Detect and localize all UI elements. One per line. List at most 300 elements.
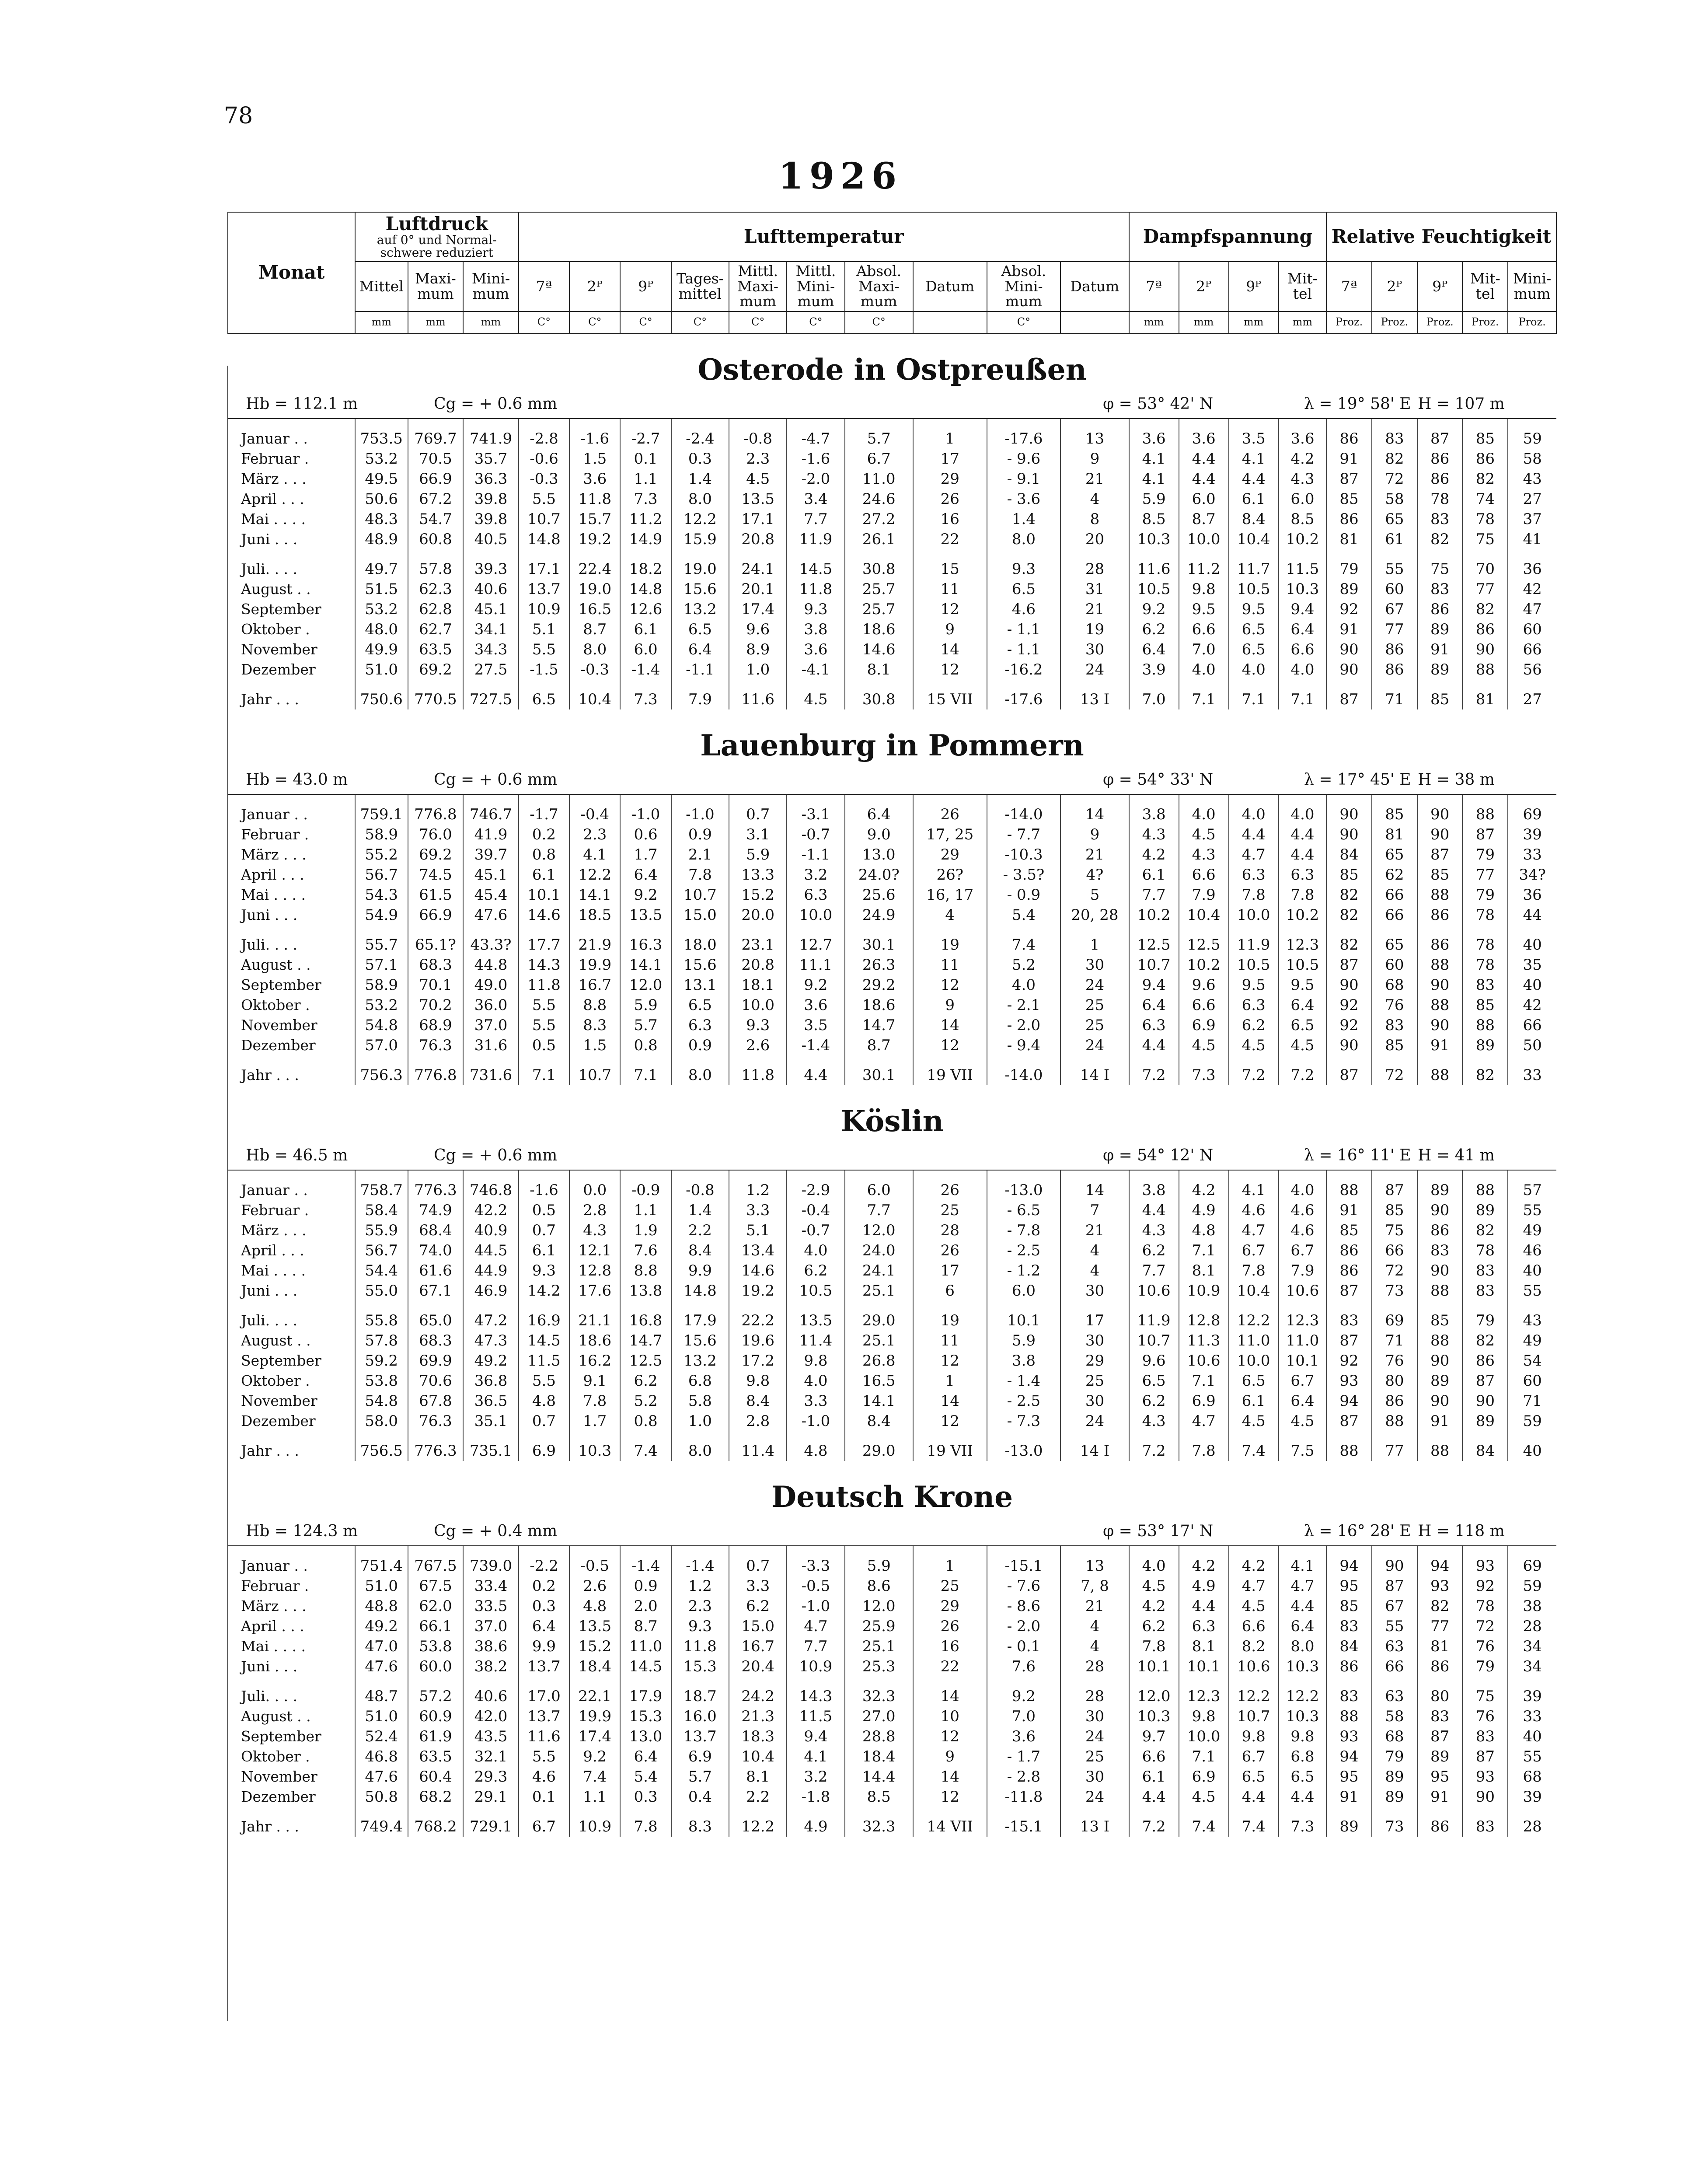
table-cell: 14 I bbox=[1060, 1065, 1129, 1085]
table-cell: 68 bbox=[1372, 975, 1417, 995]
table-cell: 82 bbox=[1417, 1596, 1463, 1616]
table-cell: 68.4 bbox=[408, 1220, 464, 1241]
table-cell: 12.6 bbox=[620, 599, 671, 619]
table-cell: 11.8 bbox=[729, 1065, 787, 1085]
table-cell: 9.3 bbox=[987, 559, 1061, 579]
table-cell: 13.7 bbox=[519, 1706, 569, 1726]
table-cell: 4.3 bbox=[1179, 845, 1229, 865]
table-cell: 90 bbox=[1326, 660, 1372, 680]
table-cell: 30.1 bbox=[845, 1065, 913, 1085]
table-cell: 4.5 bbox=[729, 469, 787, 489]
table-cell: 10.4 bbox=[729, 1747, 787, 1767]
table-cell: 10.7 bbox=[1229, 1706, 1279, 1726]
table-cell: 9 bbox=[1060, 825, 1129, 845]
table-cell: 10.1 bbox=[1279, 1351, 1326, 1371]
table-cell: 49.7 bbox=[355, 559, 408, 579]
table-cell: 34 bbox=[1508, 1656, 1556, 1677]
table-cell: 13.1 bbox=[671, 975, 729, 995]
table-cell: 54.3 bbox=[355, 885, 408, 905]
table-cell: 6.9 bbox=[1179, 1391, 1229, 1411]
table-cell: 11.8 bbox=[671, 1636, 729, 1656]
table-cell: 86 bbox=[1417, 469, 1463, 489]
station-hb: Hb = 46.5 m bbox=[246, 1146, 348, 1164]
table-row bbox=[228, 449, 1556, 469]
table-cell: 53.2 bbox=[355, 995, 408, 1015]
table-cell: 2.1 bbox=[671, 845, 729, 865]
unit-c: C° bbox=[845, 311, 913, 333]
col-temp-2p: 2ᴾ bbox=[569, 262, 620, 311]
table-cell: 44.8 bbox=[463, 955, 519, 975]
table-cell: 88 bbox=[1326, 1441, 1372, 1461]
table-cell: 82 bbox=[1462, 1220, 1508, 1241]
table-cell: 9 bbox=[913, 1747, 987, 1767]
table-cell: -11.8 bbox=[987, 1787, 1061, 1807]
table-cell: 25.1 bbox=[845, 1636, 913, 1656]
table-cell: 49.2 bbox=[463, 1351, 519, 1371]
table-cell: 4.4 bbox=[1229, 825, 1279, 845]
table-cell: 5.7 bbox=[845, 429, 913, 449]
table-cell: 9.3 bbox=[729, 1015, 787, 1035]
table-cell: 17 bbox=[913, 1261, 987, 1281]
table-cell: 60 bbox=[1372, 955, 1417, 975]
table-cell: 81 bbox=[1417, 1636, 1463, 1656]
table-cell: 82 bbox=[1462, 1065, 1508, 1085]
table-cell: 29 bbox=[913, 845, 987, 865]
table-cell: 14.5 bbox=[787, 559, 844, 579]
unit-mm: mm bbox=[1279, 311, 1326, 333]
table-cell: 54.8 bbox=[355, 1391, 408, 1411]
col-feuchte-2p: 2ᴾ bbox=[1372, 262, 1417, 311]
month-label: Juni . . . bbox=[241, 1657, 298, 1675]
table-cell: 90 bbox=[1326, 639, 1372, 660]
month-label: Juli. . . . bbox=[241, 936, 298, 953]
table-cell: 2.2 bbox=[671, 1220, 729, 1241]
table-cell: 8.1 bbox=[1179, 1636, 1229, 1656]
header-dampfspannung: Dampfspannung bbox=[1129, 212, 1327, 262]
table-cell: 3.3 bbox=[729, 1576, 787, 1596]
table-cell: 8.1 bbox=[729, 1767, 787, 1787]
table-cell: 4 bbox=[913, 905, 987, 925]
table-cell: 89 bbox=[1462, 1035, 1508, 1055]
table-row bbox=[228, 489, 1556, 509]
table-cell: 11.6 bbox=[1129, 559, 1179, 579]
table-cell: 94 bbox=[1326, 1747, 1372, 1767]
table-cell: 34.3 bbox=[463, 639, 519, 660]
table-cell: 1.1 bbox=[620, 1200, 671, 1220]
station-lambda: λ = 16° 11' E bbox=[1304, 1146, 1411, 1164]
table-cell: 6.1 bbox=[519, 865, 569, 885]
month-label: Juli. . . . bbox=[241, 560, 298, 577]
table-cell: 6.1 bbox=[620, 619, 671, 639]
table-cell: 88 bbox=[1372, 1411, 1417, 1431]
table-cell: 75 bbox=[1372, 1220, 1417, 1241]
table-cell: 739.0 bbox=[463, 1556, 519, 1576]
table-cell: 52.4 bbox=[355, 1726, 408, 1747]
table-row bbox=[228, 1180, 1556, 1200]
table-cell: 4.0 bbox=[1179, 660, 1229, 680]
table-cell: 33.4 bbox=[463, 1576, 519, 1596]
table-cell: 16.7 bbox=[729, 1636, 787, 1656]
table-cell: 27 bbox=[1508, 489, 1556, 509]
table-cell: 26? bbox=[913, 865, 987, 885]
table-cell: 40 bbox=[1508, 1261, 1556, 1281]
table-cell: 57.2 bbox=[408, 1686, 464, 1706]
table-row bbox=[228, 1261, 1556, 1281]
table-cell: 4.5 bbox=[1129, 1576, 1179, 1596]
table-cell: 19.6 bbox=[729, 1331, 787, 1351]
table-cell: 4.1 bbox=[1129, 469, 1179, 489]
table-cell: 8.4 bbox=[845, 1411, 913, 1431]
table-cell: 87 bbox=[1462, 1371, 1508, 1391]
table-cell: 9.6 bbox=[729, 619, 787, 639]
table-cell: 6.6 bbox=[1179, 619, 1229, 639]
table-cell: 77 bbox=[1462, 865, 1508, 885]
table-cell: 83 bbox=[1417, 509, 1463, 529]
table-cell: 0.3 bbox=[620, 1787, 671, 1807]
table-cell: -13.0 bbox=[987, 1441, 1061, 1461]
table-row bbox=[228, 995, 1556, 1015]
table-cell: -0.4 bbox=[787, 1200, 844, 1220]
table-cell: 83 bbox=[1417, 1706, 1463, 1726]
table-cell: 0.9 bbox=[620, 1576, 671, 1596]
table-cell: 61.6 bbox=[408, 1261, 464, 1281]
table-row bbox=[228, 1767, 1556, 1787]
table-cell: -1.0 bbox=[671, 804, 729, 825]
unit-c: C° bbox=[620, 311, 671, 333]
table-cell: 4 bbox=[1060, 1241, 1129, 1261]
table-cell: 6.2 bbox=[729, 1596, 787, 1616]
station-h: H = 118 m bbox=[1418, 1522, 1505, 1540]
table-cell: 87 bbox=[1417, 1726, 1463, 1747]
table-cell: - 0.1 bbox=[987, 1636, 1061, 1656]
table-cell: 72 bbox=[1462, 1616, 1508, 1636]
table-cell: 12 bbox=[913, 1726, 987, 1747]
table-cell: 91 bbox=[1417, 1411, 1463, 1431]
table-cell: 4.0 bbox=[1279, 660, 1326, 680]
table-cell: 29.0 bbox=[845, 1310, 913, 1331]
table-cell: 15.6 bbox=[671, 579, 729, 599]
station-lambda: λ = 17° 45' E bbox=[1304, 770, 1411, 789]
table-cell: 4.1 bbox=[1279, 1556, 1326, 1576]
table-cell: 81 bbox=[1372, 825, 1417, 845]
table-cell: 63.5 bbox=[408, 1747, 464, 1767]
table-cell: - 2.0 bbox=[987, 1015, 1061, 1035]
table-cell: 93 bbox=[1462, 1767, 1508, 1787]
table-cell: 30 bbox=[1060, 1706, 1129, 1726]
table-cell: 12.0 bbox=[1129, 1686, 1179, 1706]
table-cell: 25.6 bbox=[845, 885, 913, 905]
table-cell: 1.4 bbox=[987, 509, 1061, 529]
station-section bbox=[228, 709, 1556, 1085]
table-cell: 11 bbox=[913, 1331, 987, 1351]
table-cell: - 1.2 bbox=[987, 1261, 1061, 1281]
table-cell: 71 bbox=[1372, 689, 1417, 709]
station-meta bbox=[228, 1517, 1556, 1546]
table-cell: 6.1 bbox=[519, 1241, 569, 1261]
table-cell: 8.7 bbox=[569, 619, 620, 639]
table-cell: 13.7 bbox=[519, 1656, 569, 1677]
table-cell: -1.7 bbox=[519, 804, 569, 825]
month-label: August . . bbox=[241, 956, 311, 973]
table-cell: 34 bbox=[1508, 1636, 1556, 1656]
col-feuchte-minimum: Mini-mum bbox=[1508, 262, 1556, 311]
table-cell: 6.1 bbox=[1229, 489, 1279, 509]
table-cell: 40 bbox=[1508, 1726, 1556, 1747]
station-meta bbox=[228, 1141, 1556, 1170]
table-cell: 9.2 bbox=[1129, 599, 1179, 619]
table-cell: 11.8 bbox=[569, 489, 620, 509]
table-cell: 5.5 bbox=[519, 1747, 569, 1767]
table-cell: 11.4 bbox=[729, 1441, 787, 1461]
table-cell: 5.1 bbox=[519, 619, 569, 639]
table-cell: -1.0 bbox=[787, 1411, 844, 1431]
table-cell: 14.8 bbox=[671, 1281, 729, 1301]
table-cell: 6.2 bbox=[1129, 1616, 1179, 1636]
table-cell: 28 bbox=[1508, 1817, 1556, 1837]
unit-c: C° bbox=[729, 311, 787, 333]
table-cell: -0.8 bbox=[729, 429, 787, 449]
unit-c: C° bbox=[787, 311, 844, 333]
table-row bbox=[228, 1331, 1556, 1351]
table-cell: 57 bbox=[1508, 1180, 1556, 1200]
table-cell: 11.0 bbox=[620, 1636, 671, 1656]
table-cell: 69 bbox=[1508, 1556, 1556, 1576]
table-cell: 53.8 bbox=[408, 1636, 464, 1656]
table-cell: -1.0 bbox=[787, 1596, 844, 1616]
table-cell: 0.8 bbox=[620, 1035, 671, 1055]
table-cell: 5.9 bbox=[845, 1556, 913, 1576]
table-cell: 43 bbox=[1508, 1310, 1556, 1331]
table-cell: 9.8 bbox=[1179, 1706, 1229, 1726]
table-cell: 69 bbox=[1508, 804, 1556, 825]
table-cell: 6.4 bbox=[1279, 995, 1326, 1015]
table-cell: 776.3 bbox=[408, 1441, 464, 1461]
table-cell: 4.3 bbox=[1129, 825, 1179, 845]
table-cell: - 1.1 bbox=[987, 639, 1061, 660]
table-cell: 86 bbox=[1417, 905, 1463, 925]
table-cell: 30 bbox=[1060, 639, 1129, 660]
table-cell: 12.8 bbox=[1179, 1310, 1229, 1331]
table-row bbox=[228, 955, 1556, 975]
table-cell: 5.5 bbox=[519, 995, 569, 1015]
table-cell: 1 bbox=[1060, 935, 1129, 955]
table-cell: -0.5 bbox=[787, 1576, 844, 1596]
month-label: Januar . . bbox=[241, 430, 308, 447]
unit-mm: mm bbox=[355, 311, 408, 333]
table-cell: 78 bbox=[1462, 509, 1508, 529]
month-label: September bbox=[241, 600, 321, 618]
table-cell: 746.7 bbox=[463, 804, 519, 825]
table-cell: 8.0 bbox=[671, 1065, 729, 1085]
month-label: Dezember bbox=[241, 1788, 316, 1805]
table-cell: 4? bbox=[1060, 865, 1129, 885]
table-cell: 30.1 bbox=[845, 935, 913, 955]
table-cell: 8.7 bbox=[845, 1035, 913, 1055]
table-cell: 58.0 bbox=[355, 1411, 408, 1431]
table-cell: 0.8 bbox=[519, 845, 569, 865]
month-label: April . . . bbox=[241, 1241, 304, 1259]
table-cell: 0.5 bbox=[519, 1200, 569, 1220]
table-cell: 90 bbox=[1462, 639, 1508, 660]
table-cell: -1.4 bbox=[787, 1035, 844, 1055]
table-cell: 8.8 bbox=[569, 995, 620, 1015]
table-cell: 39.7 bbox=[463, 845, 519, 865]
table-row bbox=[228, 1241, 1556, 1261]
table-cell: 8.6 bbox=[845, 1576, 913, 1596]
station-section bbox=[228, 1085, 1556, 1461]
table-cell: 4.6 bbox=[1229, 1200, 1279, 1220]
table-cell: 88 bbox=[1417, 1065, 1463, 1085]
table-cell: 83 bbox=[1326, 1310, 1372, 1331]
table-cell: 20.1 bbox=[729, 579, 787, 599]
table-cell: 735.1 bbox=[463, 1441, 519, 1461]
table-cell: 76.3 bbox=[408, 1035, 464, 1055]
table-cell: 65 bbox=[1372, 845, 1417, 865]
table-cell: 75 bbox=[1462, 1686, 1508, 1706]
table-cell: 8.0 bbox=[671, 489, 729, 509]
table-cell: - 9.6 bbox=[987, 449, 1061, 469]
table-cell: 12.2 bbox=[1229, 1310, 1279, 1331]
table-cell: 24.1 bbox=[845, 1261, 913, 1281]
table-cell: 4.9 bbox=[787, 1817, 844, 1837]
table-cell: 10.9 bbox=[1179, 1281, 1229, 1301]
table-cell: 26 bbox=[913, 1241, 987, 1261]
table-cell: 5.7 bbox=[671, 1767, 729, 1787]
table-cell: 87 bbox=[1462, 825, 1508, 845]
table-cell: 90 bbox=[1417, 1391, 1463, 1411]
unit-blank bbox=[1060, 311, 1129, 333]
table-cell: 4.1 bbox=[569, 845, 620, 865]
table-cell: 4.4 bbox=[1129, 1200, 1179, 1220]
table-cell: 83 bbox=[1462, 1281, 1508, 1301]
table-cell: 727.5 bbox=[463, 689, 519, 709]
month-label: April . . . bbox=[241, 490, 304, 507]
table-cell: 4.1 bbox=[787, 1747, 844, 1767]
table-cell: -2.8 bbox=[519, 429, 569, 449]
table-cell: 9.0 bbox=[845, 825, 913, 845]
table-cell: 83 bbox=[1417, 1241, 1463, 1261]
table-cell: 77 bbox=[1372, 1441, 1417, 1461]
table-row bbox=[228, 845, 1556, 865]
table-cell: 90 bbox=[1462, 1787, 1508, 1807]
table-cell: 1.1 bbox=[620, 469, 671, 489]
table-row bbox=[228, 509, 1556, 529]
table-cell: 9 bbox=[913, 995, 987, 1015]
table-cell: 85 bbox=[1417, 1310, 1463, 1331]
table-cell: 11.4 bbox=[787, 1331, 844, 1351]
table-cell: 15.3 bbox=[620, 1706, 671, 1726]
col-dampf-2p: 2ᴾ bbox=[1179, 262, 1229, 311]
table-cell: 17 bbox=[913, 449, 987, 469]
table-cell: 60 bbox=[1508, 619, 1556, 639]
table-cell: -1.4 bbox=[671, 1556, 729, 1576]
table-cell: 6.0 bbox=[620, 639, 671, 660]
table-row bbox=[228, 1200, 1556, 1220]
table-cell: 72 bbox=[1372, 1261, 1417, 1281]
table-cell: 36 bbox=[1508, 885, 1556, 905]
page-title: 1926 bbox=[778, 155, 903, 197]
table-cell: 54.7 bbox=[408, 509, 464, 529]
table-cell: 50.6 bbox=[355, 489, 408, 509]
table-cell: 21.3 bbox=[729, 1706, 787, 1726]
table-cell: 17.7 bbox=[519, 935, 569, 955]
table-cell: 4 bbox=[1060, 1636, 1129, 1656]
table-cell: 18.3 bbox=[729, 1726, 787, 1747]
table-cell: 11.5 bbox=[519, 1351, 569, 1371]
table-cell: 16.0 bbox=[671, 1706, 729, 1726]
table-cell: 10.6 bbox=[1129, 1281, 1179, 1301]
table-cell: 49.5 bbox=[355, 469, 408, 489]
table-cell: 769.7 bbox=[408, 429, 464, 449]
table-cell: 79 bbox=[1462, 845, 1508, 865]
table-cell: 66 bbox=[1372, 905, 1417, 925]
table-cell: 7.3 bbox=[1179, 1065, 1229, 1085]
table-cell: 50 bbox=[1508, 1035, 1556, 1055]
table-cell: 16 bbox=[913, 1636, 987, 1656]
table-cell: 89 bbox=[1326, 1817, 1372, 1837]
table-cell: 11.6 bbox=[519, 1726, 569, 1747]
table-cell: 37.0 bbox=[463, 1616, 519, 1636]
table-cell: 90 bbox=[1372, 1556, 1417, 1576]
table-cell: 2.8 bbox=[569, 1200, 620, 1220]
table-cell: 2.2 bbox=[729, 1787, 787, 1807]
table-cell: 20 bbox=[1060, 529, 1129, 549]
table-row bbox=[228, 1656, 1556, 1677]
month-label: November bbox=[241, 640, 317, 658]
table-row bbox=[228, 1616, 1556, 1636]
table-cell: 2.6 bbox=[569, 1576, 620, 1596]
table-cell: 10.0 bbox=[1179, 1726, 1229, 1747]
table-cell: 55.9 bbox=[355, 1220, 408, 1241]
table-cell: 10.0 bbox=[1229, 905, 1279, 925]
table-cell: 60.9 bbox=[408, 1706, 464, 1726]
table-cell: 67.5 bbox=[408, 1576, 464, 1596]
table-cell: 9.8 bbox=[729, 1371, 787, 1391]
table-cell: 20.4 bbox=[729, 1656, 787, 1677]
table-cell: 4 bbox=[1060, 489, 1129, 509]
month-label: Oktober . bbox=[241, 1372, 310, 1389]
table-cell: 9.1 bbox=[569, 1371, 620, 1391]
table-cell: 6.4 bbox=[1129, 995, 1179, 1015]
table-row bbox=[228, 1371, 1556, 1391]
table-cell: 3.4 bbox=[787, 489, 844, 509]
table-cell: 4.8 bbox=[569, 1596, 620, 1616]
table-cell: 19 bbox=[1060, 619, 1129, 639]
header-relative-feuchtigkeit: Relative Feuchtigkeit bbox=[1326, 212, 1556, 262]
table-cell: 6.3 bbox=[1229, 995, 1279, 1015]
table-cell: 13.4 bbox=[729, 1241, 787, 1261]
table-cell: 6.9 bbox=[1179, 1767, 1229, 1787]
table-cell: 24.2 bbox=[729, 1686, 787, 1706]
table-cell: 90 bbox=[1462, 1391, 1508, 1411]
month-label: Dezember bbox=[241, 1412, 316, 1429]
table-cell: 4.6 bbox=[1279, 1200, 1326, 1220]
table-cell: 756.5 bbox=[355, 1441, 408, 1461]
table-row bbox=[228, 1310, 1556, 1331]
table-cell: 4.8 bbox=[1179, 1220, 1229, 1241]
table-cell: 22 bbox=[913, 529, 987, 549]
table-cell: 2.8 bbox=[729, 1411, 787, 1431]
table-cell: 73 bbox=[1372, 1281, 1417, 1301]
table-cell: 12 bbox=[913, 1035, 987, 1055]
table-cell: 85 bbox=[1462, 429, 1508, 449]
table-cell: 1.5 bbox=[569, 1035, 620, 1055]
table-cell: 3.6 bbox=[987, 1726, 1061, 1747]
table-cell: 34.1 bbox=[463, 619, 519, 639]
table-cell: 0.7 bbox=[729, 1556, 787, 1576]
table-cell: 27.5 bbox=[463, 660, 519, 680]
table-cell: 44 bbox=[1508, 905, 1556, 925]
